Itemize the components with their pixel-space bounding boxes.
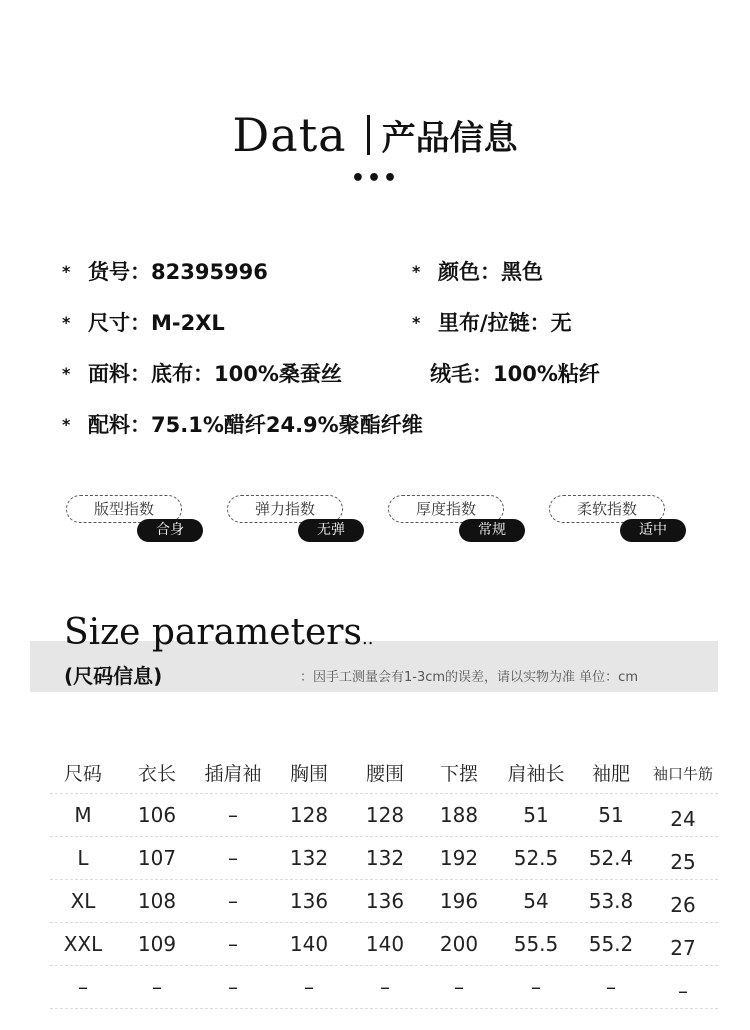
star-icon: * (62, 262, 71, 281)
table-cell: 52.5 (513, 846, 559, 870)
header-cell: 袖口牛筋 (652, 765, 713, 783)
index-softness (549, 495, 667, 547)
table-cell: 55.2 (588, 932, 634, 956)
index-fit (66, 495, 184, 547)
info-item-no: * 货号：82395996 (62, 260, 268, 284)
table-header (50, 755, 718, 793)
table-cell: 136 (365, 889, 405, 913)
index-value-badge: 适中 (620, 519, 686, 542)
page-title (0, 108, 750, 162)
star-icon: * (62, 415, 71, 434)
table-cell: 196 (439, 889, 479, 913)
table-cell: 51 (523, 803, 549, 827)
table-cell: 192 (439, 846, 479, 870)
title-divider (367, 115, 370, 155)
table-cell: 26 (670, 893, 696, 917)
table-cell: 54 (523, 889, 549, 913)
table-cell: 53.8 (588, 889, 634, 913)
table-cell: 55.5 (513, 932, 559, 956)
info-fleece: 绒毛：100%粘纤 (430, 362, 600, 386)
table-cell: 188 (439, 803, 479, 827)
table-row (50, 965, 718, 1009)
index-label: 版型指数 (66, 495, 182, 523)
index-label: 柔软指数 (549, 495, 665, 523)
table-cell: 140 (289, 932, 329, 956)
index-thickness (388, 495, 506, 547)
table-cell: – (228, 846, 238, 870)
header-cell: 尺码 (63, 763, 102, 785)
title-cn: 产品信息 (381, 118, 518, 159)
table-cell: 140 (365, 932, 405, 956)
info-accessories: * 配料：75.1%醋纤24.9%聚酯纤维 (62, 413, 423, 437)
size-table (50, 755, 718, 1009)
table-cell: – (78, 975, 88, 999)
index-elasticity (227, 495, 345, 547)
table-cell: 136 (289, 889, 329, 913)
table-cell: 132 (289, 846, 329, 870)
table-cell: 51 (598, 803, 624, 827)
table-cell: – (228, 889, 238, 913)
table-cell: 52.4 (588, 846, 634, 870)
header-cell: 衣长 (137, 763, 176, 785)
table-cell: – (228, 803, 238, 827)
table-row (50, 879, 718, 922)
table-cell: 24 (670, 807, 696, 831)
index-value-badge: 合身 (137, 519, 203, 542)
star-icon: * (62, 364, 71, 383)
table-cell: – (454, 975, 464, 999)
header-cell: 腰围 (365, 763, 404, 785)
table-cell: 200 (439, 932, 479, 956)
size-params-title: Size parameters.. (64, 612, 374, 653)
table-cell: XL (70, 889, 96, 913)
table-cell: 108 (137, 889, 177, 913)
title-dots: ••• (350, 166, 400, 191)
table-cell: 106 (137, 803, 177, 827)
table-cell: 128 (289, 803, 329, 827)
index-value-badge: 无弹 (298, 519, 364, 542)
table-cell: – (531, 975, 541, 999)
table-cell: 107 (137, 846, 177, 870)
table-cell: – (678, 979, 688, 1003)
header-cell: 下摆 (439, 763, 478, 785)
info-size: * 尺寸：M-2XL (62, 311, 225, 335)
table-cell: 132 (365, 846, 405, 870)
index-value-badge: 常规 (459, 519, 525, 542)
table-cell: 128 (365, 803, 405, 827)
size-params-subtitle: (尺码信息) (64, 664, 163, 688)
star-icon: * (412, 262, 421, 281)
table-cell: – (304, 975, 314, 999)
table-row (50, 836, 718, 879)
table-cell: 25 (670, 850, 696, 874)
index-label: 厚度指数 (388, 495, 504, 523)
table-cell: M (74, 803, 92, 827)
header-cell: 胸围 (289, 763, 328, 785)
table-cell: – (228, 932, 238, 956)
header-cell: 插肩袖 (204, 763, 262, 785)
table-cell: – (606, 975, 616, 999)
table-cell: – (152, 975, 162, 999)
header-cell: 袖肥 (591, 763, 630, 785)
size-params-dots: .. (361, 628, 374, 649)
table-cell: XXL (63, 932, 103, 956)
header-cell: 肩袖长 (507, 763, 565, 785)
size-params-note: ：因手工测量会有1-3cm的误差，请以实物为准 单位：cm (300, 670, 638, 685)
table-cell: L (77, 846, 89, 870)
table-cell: 27 (670, 936, 696, 960)
title-en: Data (232, 108, 347, 162)
table-cell: – (380, 975, 390, 999)
info-color: * 颜色：黑色 (412, 260, 543, 284)
table-row (50, 793, 718, 836)
info-fabric: * 面料：底布：100%桑蚕丝 (62, 362, 342, 386)
star-icon: * (62, 313, 71, 332)
table-row (50, 922, 718, 965)
info-lining: * 里布/拉链：无 (412, 311, 572, 335)
table-cell: – (228, 975, 238, 999)
index-label: 弹力指数 (227, 495, 343, 523)
star-icon: * (412, 313, 421, 332)
table-cell: 109 (137, 932, 177, 956)
